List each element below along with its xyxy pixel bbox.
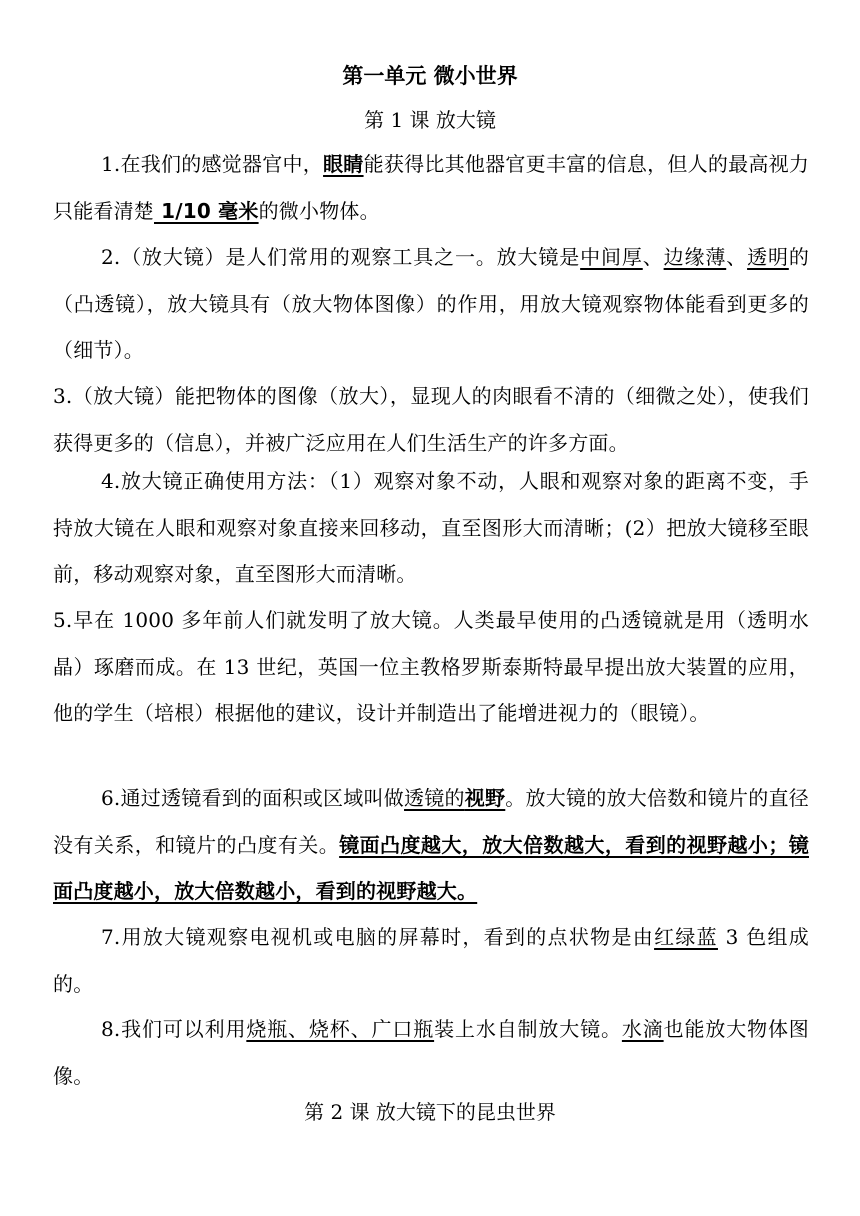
p1-text-b: 能获得比其他器官更丰富的信息，但人的最高视力只能看清楚 — [53, 152, 810, 223]
unit-title: 第一单元 微小世界 — [342, 64, 518, 88]
p8-underline-water-drop: 水滴 — [621, 1017, 664, 1041]
lesson-1-title: 第 1 课 放大镜 — [364, 108, 496, 132]
paragraph-5: 5.早在 1000 多年前人们就发明了放大镜。人类最早使用的凸透镜就是用（透明水晶）琢磨而成。在 13 世纪，英国一位主教格罗斯泰斯特最早提出放大装置的应用，他的学生（培根）根据他的建议，设计并制造出了能增进视力的（眼镜）。 — [53, 608, 809, 725]
p6-underline-lens: 透镜的 — [404, 786, 465, 810]
p1-text-c: 的微小物体。 — [258, 198, 380, 223]
p6-text-a: 6.通过透镜看到的面积或区域叫做 — [101, 786, 405, 810]
p2-underline-thin-edge: 边缘薄 — [663, 245, 727, 269]
p1-underline-mm: 1/10 毫米 — [154, 198, 259, 223]
paragraph-4: 4.放大镜正确使用方法：（1）观察对象不动，人眼和观察对象的距离不变，手持放大镜在人眼和观察对象直接来回移动，直至图形大而清晰；(2）把放大镜移至眼前，移动观察对象，直至图形大而清晰。 — [53, 469, 809, 586]
paragraph-8 — [53, 1006, 809, 1099]
lesson-2-title: 第 2 课 放大镜下的昆虫世界 — [304, 1100, 556, 1124]
p8-underline-vessels: 烧瓶、烧杯、广口瓶 — [246, 1017, 435, 1041]
p2-text-b: 、 — [642, 245, 664, 269]
p2-underline-transparent: 透明 — [747, 245, 789, 269]
p7-text-a: 7.用放大镜观察电视机或电脑的屏幕时，看到的点状物是由 — [101, 925, 655, 949]
p6-text-b: 。放大镜的放大倍数和镜片的直径没有关系，和镜片的凸度有关。 — [53, 786, 809, 857]
paragraph-3: 3.（放大镜）能把物体的图像（放大），显现人的肉眼看不清的（细微之处），使我们获得更多的（信息），并被广泛应用在人们生活生产的许多方面。 — [53, 384, 809, 455]
p7-text-b: 3 色组成的。 — [53, 925, 810, 996]
paragraph-7 — [53, 914, 809, 1007]
p8-text-b: 装上水自制放大镜。 — [434, 1017, 622, 1041]
p8-text-a: 8.我们可以利用 — [101, 1017, 247, 1041]
p2-text-a: 2.（放大镜）是人们常用的观察工具之一。放大镜是 — [101, 245, 581, 269]
p2-text-c: 、 — [726, 245, 748, 269]
p1-text-a: 1.在我们的感觉器官中， — [101, 152, 324, 176]
p6-underline-field-of-view: 视野 — [464, 786, 506, 810]
p8-text-c: 也能放大物体图像。 — [53, 1017, 810, 1088]
paragraph-6 — [53, 775, 809, 915]
p2-text-d: 的（凸透镜），放大镜具有（放大物体图像）的作用，用放大镜观察物体能看到更多的（细节）。 — [53, 245, 810, 362]
p2-underline-thick-middle: 中间厚 — [580, 245, 643, 269]
paragraph-2 — [53, 234, 809, 374]
paragraph-1 — [53, 141, 809, 234]
p6-underline-rule: 镜面凸度越大，放大倍数越大，看到的视野越小；镜面凸度越小，放大倍数越小，看到的视野越大。 — [53, 832, 809, 903]
p1-underline-eyes: 眼睛 — [323, 152, 364, 176]
p7-underline-rgb: 红绿蓝 — [654, 925, 718, 949]
